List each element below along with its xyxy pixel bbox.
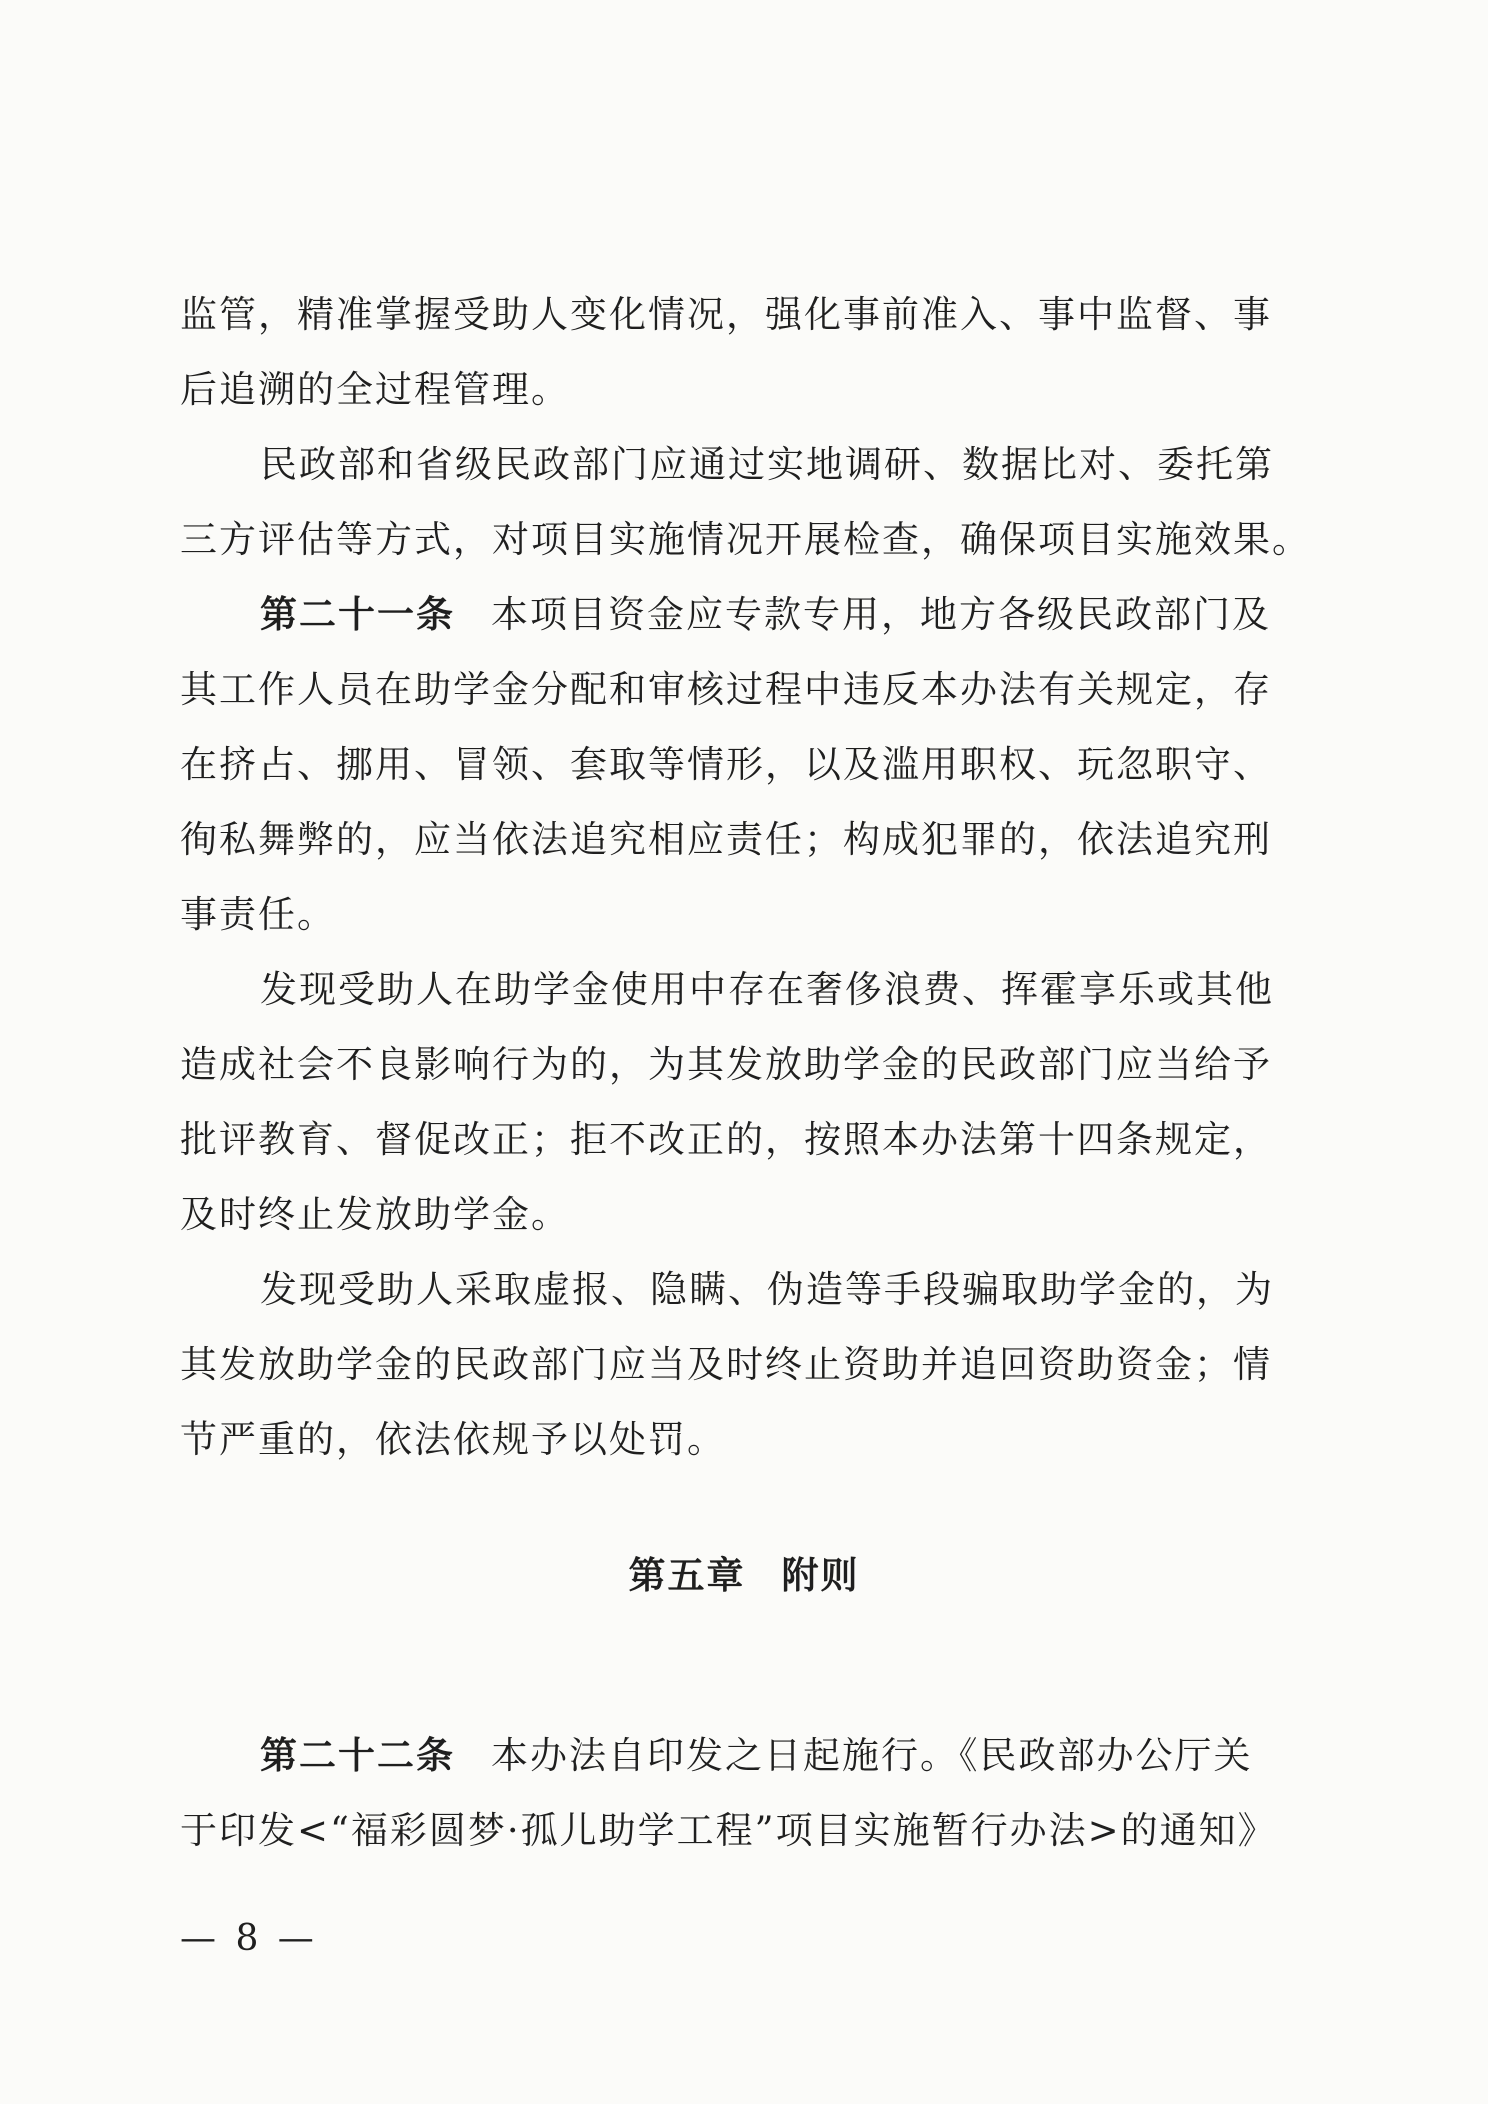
paragraph-line: 及时终止发放助学金。 [180, 1193, 570, 1236]
body-text-lower [180, 1718, 1310, 1868]
chapter-heading [0, 1545, 1488, 1599]
page-number: — 8 — [180, 1918, 318, 1959]
paragraph-line: 其发放助学金的民政部门应当及时终止资助并追回资助资金；情 [180, 1343, 1272, 1386]
paragraph-line: 在挤占、挪用、冒领、套取等情形，以及滥用职权、玩忽职守、 [180, 743, 1272, 786]
paragraph-line: 徇私舞弊的，应当依法追究相应责任；构成犯罪的，依法追究刑 [180, 818, 1272, 861]
body-text-upper [180, 277, 1310, 1477]
paragraph-text: 本办法自印发之日起施行。《民政部办公厅关 [491, 1734, 1253, 1777]
paragraph-line: 三方评估等方式，对项目实施情况开展检查，确保项目实施效果。 [180, 518, 1311, 561]
paragraph-line: 事责任。 [180, 893, 336, 936]
paragraph-line: 发现受助人采取虚报、隐瞒、伪造等手段骗取助学金的，为 [260, 1268, 1274, 1311]
paragraph-line: 监管，精准掌握受助人变化情况，强化事前准入、事中监督、事 [180, 293, 1272, 336]
paragraph-line: 造成社会不良影响行为的，为其发放助学金的民政部门应当给予 [180, 1043, 1272, 1086]
paragraph-line: 民政部和省级民政部门应通过实地调研、数据比对、委托第 [260, 443, 1274, 486]
paragraph-line: 发现受助人在助学金使用中存在奢侈浪费、挥霍享乐或其他 [260, 968, 1274, 1011]
paragraph-line: 批评教育、督促改正；拒不改正的，按照本办法第十四条规定， [180, 1118, 1272, 1161]
article-21-first-line [180, 577, 1310, 652]
chapter-number: 第五章 [628, 1554, 746, 1597]
paragraph-line: 节严重的，依法依规予以处罚。 [180, 1418, 726, 1461]
paragraph-line: 其工作人员在助学金分配和审核过程中违反本办法有关规定，存 [180, 668, 1272, 711]
paragraph-text: 本项目资金应专款专用，地方各级民政部门及 [491, 593, 1271, 636]
article-label: 第二十一条 [260, 593, 455, 636]
article-22-first-line [180, 1718, 1310, 1793]
chapter-title: 附则 [781, 1554, 860, 1597]
paragraph-line: 后追溯的全过程管理。 [180, 368, 570, 411]
article-label: 第二十二条 [260, 1734, 455, 1777]
paragraph-line: 于印发<“福彩圆梦·孤儿助学工程”项目实施暂行办法>的通知》 [180, 1809, 1277, 1852]
